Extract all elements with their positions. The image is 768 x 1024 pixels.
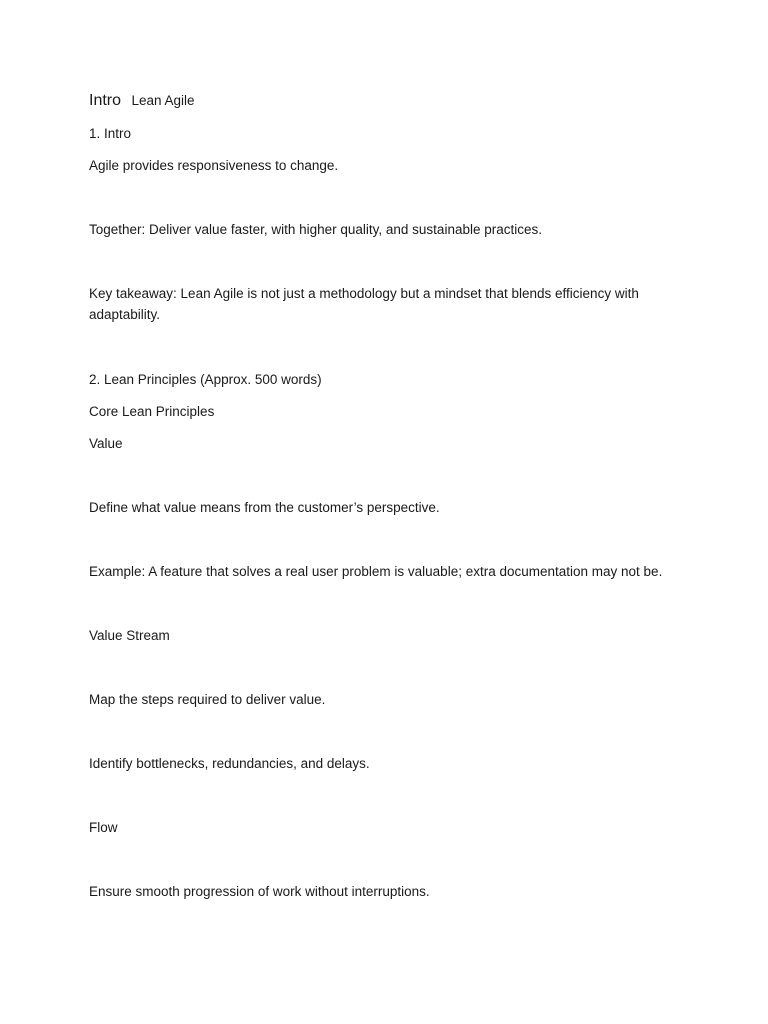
paragraph-together: Together: Deliver value faster, with higher quality, and sustainable practices. bbox=[89, 222, 542, 237]
document-subtitle: Lean Agile bbox=[131, 93, 195, 108]
paragraph-agile-responsiveness: Agile provides responsiveness to change. bbox=[89, 158, 339, 173]
section-heading-lean-principles: 2. Lean Principles (Approx. 500 words) bbox=[89, 372, 322, 387]
document-heading bbox=[89, 90, 195, 112]
paragraph-key-takeaway: Key takeaway: Lean Agile is not just a methodology but a mindset that blends efficiency with adaptability. bbox=[89, 286, 639, 322]
paragraph-identify-bottlenecks: Identify bottlenecks, redundancies, and delays. bbox=[89, 756, 370, 771]
principle-value-stream: Value Stream bbox=[89, 628, 170, 643]
paragraph-value-example: Example: A feature that solves a real user problem is valuable; extra documentation may not be. bbox=[89, 564, 663, 579]
paragraph-define-value: Define what value means from the customer’s perspective. bbox=[89, 500, 440, 515]
subheading-core-lean-principles: Core Lean Principles bbox=[89, 404, 215, 419]
section-heading-intro: 1. Intro bbox=[89, 126, 132, 141]
paragraph-smooth-progression: Ensure smooth progression of work without interruptions. bbox=[89, 884, 430, 899]
paragraph-map-steps: Map the steps required to deliver value. bbox=[89, 692, 326, 707]
principle-flow: Flow bbox=[89, 820, 118, 835]
principle-value: Value bbox=[89, 436, 123, 451]
document-title: Intro bbox=[89, 92, 122, 109]
